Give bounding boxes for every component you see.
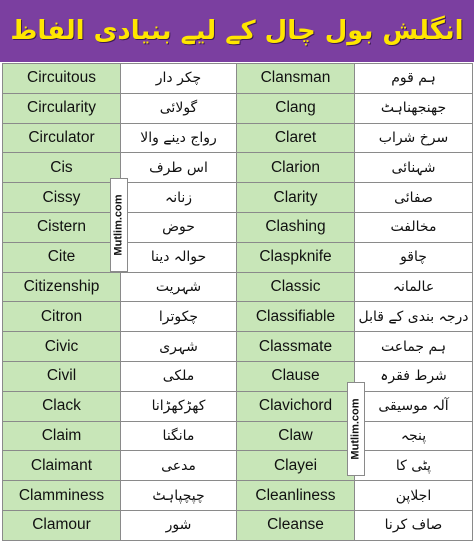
english-word-cell: Clamminess	[3, 481, 121, 511]
urdu-meaning-cell: ہم قوم	[355, 64, 473, 94]
english-word-cell: Clamour	[3, 510, 121, 540]
urdu-meaning-cell: چکر دار	[121, 64, 237, 94]
urdu-meaning-cell: درجہ بندی کے قابل	[355, 302, 473, 332]
table-row	[3, 332, 473, 362]
english-word-cell: Cis	[3, 153, 121, 183]
english-word-cell: Civic	[3, 332, 121, 362]
english-word-cell: Cleanse	[237, 510, 355, 540]
urdu-meaning-cell: اس طرف	[121, 153, 237, 183]
urdu-meaning-cell: صفائی	[355, 183, 473, 213]
english-word-cell: Cissy	[3, 183, 121, 213]
english-word-cell: Clang	[237, 93, 355, 123]
vocabulary-table	[2, 63, 473, 541]
english-word-cell: Classmate	[237, 332, 355, 362]
table-row	[3, 183, 473, 213]
english-word-cell: Clarion	[237, 153, 355, 183]
english-word-cell: Circulator	[3, 123, 121, 153]
table-row	[3, 153, 473, 183]
table-row	[3, 451, 473, 481]
table-row	[3, 361, 473, 391]
urdu-meaning-cell: عالمانہ	[355, 272, 473, 302]
english-word-cell: Clavichord	[237, 391, 355, 421]
english-word-cell: Clarity	[237, 183, 355, 213]
table-row	[3, 421, 473, 451]
urdu-meaning-cell: صاف کرنا	[355, 510, 473, 540]
english-word-cell: Clayei	[237, 451, 355, 481]
table-row	[3, 64, 473, 94]
urdu-meaning-cell: شہنائی	[355, 153, 473, 183]
watermark-left	[110, 178, 128, 272]
urdu-meaning-cell: کھڑکھڑانا	[121, 391, 237, 421]
urdu-meaning-cell: حوض	[121, 212, 237, 242]
english-word-cell: Clansman	[237, 64, 355, 94]
table-row	[3, 93, 473, 123]
urdu-meaning-cell: چکوترا	[121, 302, 237, 332]
urdu-meaning-cell: شہریت	[121, 272, 237, 302]
watermark-text: Mutlim.com	[350, 398, 362, 460]
urdu-meaning-cell: زنانہ	[121, 183, 237, 213]
english-word-cell: Circularity	[3, 93, 121, 123]
english-word-cell: Claspknife	[237, 242, 355, 272]
vocabulary-table-body	[3, 64, 473, 541]
english-word-cell: Circuitous	[3, 64, 121, 94]
english-word-cell: Claimant	[3, 451, 121, 481]
english-word-cell: Claw	[237, 421, 355, 451]
english-word-cell: Citron	[3, 302, 121, 332]
urdu-meaning-cell: پنجہ	[355, 421, 473, 451]
urdu-meaning-cell: مانگنا	[121, 421, 237, 451]
table-row	[3, 481, 473, 511]
table-row	[3, 212, 473, 242]
english-word-cell: Claim	[3, 421, 121, 451]
urdu-meaning-cell: شرط فقرہ	[355, 361, 473, 391]
urdu-meaning-cell: شہری	[121, 332, 237, 362]
page-title: انگلش بول چال کے لیے بنیادی الفاظ	[10, 16, 464, 46]
urdu-meaning-cell: آلہ موسیقی	[355, 391, 473, 421]
english-word-cell: Classic	[237, 272, 355, 302]
urdu-meaning-cell: ملکی	[121, 361, 237, 391]
english-word-cell: Classifiable	[237, 302, 355, 332]
table-row	[3, 123, 473, 153]
urdu-meaning-cell: گولائی	[121, 93, 237, 123]
urdu-meaning-cell: ہم جماعت	[355, 332, 473, 362]
english-word-cell: Claret	[237, 123, 355, 153]
table-row	[3, 242, 473, 272]
table-row	[3, 510, 473, 540]
urdu-meaning-cell: مخالفت	[355, 212, 473, 242]
urdu-meaning-cell: سرخ شراب	[355, 123, 473, 153]
english-word-cell: Cistern	[3, 212, 121, 242]
watermark-text: Mutlim.com	[113, 194, 125, 256]
english-word-cell: Citizenship	[3, 272, 121, 302]
urdu-meaning-cell: شور	[121, 510, 237, 540]
header-banner	[0, 0, 474, 62]
urdu-meaning-cell: چپچپاہٹ	[121, 481, 237, 511]
urdu-meaning-cell: رواج دینے والا	[121, 123, 237, 153]
table-row	[3, 391, 473, 421]
english-word-cell: Clashing	[237, 212, 355, 242]
english-word-cell: Cite	[3, 242, 121, 272]
urdu-meaning-cell: اجلاپن	[355, 481, 473, 511]
urdu-meaning-cell: جھنجھناہٹ	[355, 93, 473, 123]
english-word-cell: Clack	[3, 391, 121, 421]
urdu-meaning-cell: مدعی	[121, 451, 237, 481]
urdu-meaning-cell: پٹی کا	[355, 451, 473, 481]
watermark-right	[347, 382, 365, 476]
english-word-cell: Clause	[237, 361, 355, 391]
urdu-meaning-cell: چاقو	[355, 242, 473, 272]
urdu-meaning-cell: حوالہ دینا	[121, 242, 237, 272]
english-word-cell: Civil	[3, 361, 121, 391]
table-row	[3, 272, 473, 302]
table-row	[3, 302, 473, 332]
english-word-cell: Cleanliness	[237, 481, 355, 511]
